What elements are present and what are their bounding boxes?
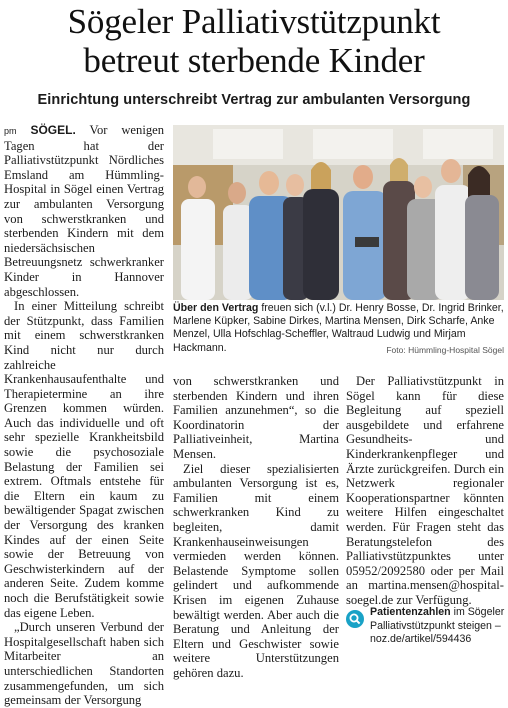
paragraph-1 (4, 123, 164, 299)
photo-credit: Foto: Hümmling-Hospital Sögel (386, 344, 504, 355)
dateline: SÖGEL. (30, 123, 76, 137)
headline-line-1: Sögeler Palliativstützpunkt (67, 2, 441, 41)
related-article-link[interactable]: im Sögeler Palliativstützpunkt steigen – noz.de/artikel/594436 (370, 606, 505, 646)
search-icon (346, 610, 364, 628)
dateline-prefix: pm (4, 126, 17, 136)
headline-line-2: betreut sterbende Kinder (83, 41, 425, 80)
paragraph-6: Der Palliativstützpunkt in Sögel kann für diese Begleitung auf speziell ausgebildete und erfahrene Gesundheits- und Kinderkrankenpfleger und Ärzte zurückgreifen. Durch ein Netzwerk regionaler Kooperationspartner könnten weitere Hilfen eingeschaltet werden. Für Fragen steht das Beratungstelefon des Palliativstützpunktes unter 05952/2092580 oder per Mail an martina.mensen@hospital-soegel.de zur Verfügung. (346, 374, 504, 607)
related-article-text[interactable] (370, 606, 506, 647)
caption-lead: Über den Vertrag (173, 302, 259, 314)
photo-caption (173, 302, 504, 357)
paragraph-3: „Durch unseren Verbund der Hospitalgesellschaft haben sich Mitarbeiter an unterschiedlichen Standorten zusammengefunden, um sich gemeinsam der Versorgung (4, 620, 164, 708)
paragraph-2: In einer Mitteilung schreibt der Stützpunkt, dass Familien mit einem schwerstkranken Kind nicht nur durch zahlreiche Krankenhausaufenthalte und Therapietermine an ihre Grenzen kommen würden. Auch das individuelle und oft sehr spezielle Krankheitsbild sowie die psychosoziale Belastung der Familien sei extrem. Oftmals entstehe für die Eltern ein kaum zu bewältigender Spagat zwischen der Versorgung des kranken Kindes auf der einen Seite sowie der Betreuung von Geschwisterkindern auf der anderen Seite. Zudem komme noch die Berufstätigkeit sowie das eigene Leben. (4, 299, 164, 620)
article-column-1 (4, 123, 164, 708)
article-column-3 (346, 374, 504, 608)
paragraph-5: Ziel dieser spezialisierten ambulanten Versorgung ist es, Familien mit einem schwerkranken Kind zu begleiten, damit Krankenhauseinweisungen vermieden werden können. Belastende Symptome sollen gelindert und aufkommende Krisen im eigenen Zuhause bewältigt werden. Aber auch die Beratung und Anleitung der Eltern und Geschwister sowie weitere Unterstützungen gehören dazu. (173, 461, 339, 680)
article-column-2 (173, 374, 339, 680)
related-article-lead: Patientenzahlen (370, 606, 451, 618)
group-photo-illustration (173, 125, 504, 300)
related-article-box[interactable] (346, 604, 506, 664)
subheadline: Einrichtung unterschreibt Vertrag zur ambulanten Versorgung (37, 92, 471, 108)
caption-text: freuen sich (v.l.) Dr. Henry Bosse, Dr. Ingrid Brinker, Marlene Küpker, Sabine Dirkes, Martina Mensen, Dirk Scharfe, Anke Menzel, Ulla Hofschlag-Scheffler, Waltraud Ludwig und Mirjam Hackmann. (173, 302, 504, 354)
paragraph-4: von schwerstkranken und sterbenden Kindern und ihren Familien anzunehmen“, so die Koordinatorin der Palliativeinheit, Martina Mensen. (173, 374, 339, 461)
headline (0, 2, 508, 80)
paragraph-1-text: Vor wenigen Tagen hat der Palliativstützpunkt Nördliches Emsland am Hümmling-Hospital in Sögel einen Vertrag zur ambulanten Versorgung von schwerstkranken und sterbenden Kindern mit dem niedersächsischen Betreuungsnetz schwerkranker Kinder in Hannover abgeschlossen. (4, 123, 165, 299)
group-photo (173, 125, 504, 300)
